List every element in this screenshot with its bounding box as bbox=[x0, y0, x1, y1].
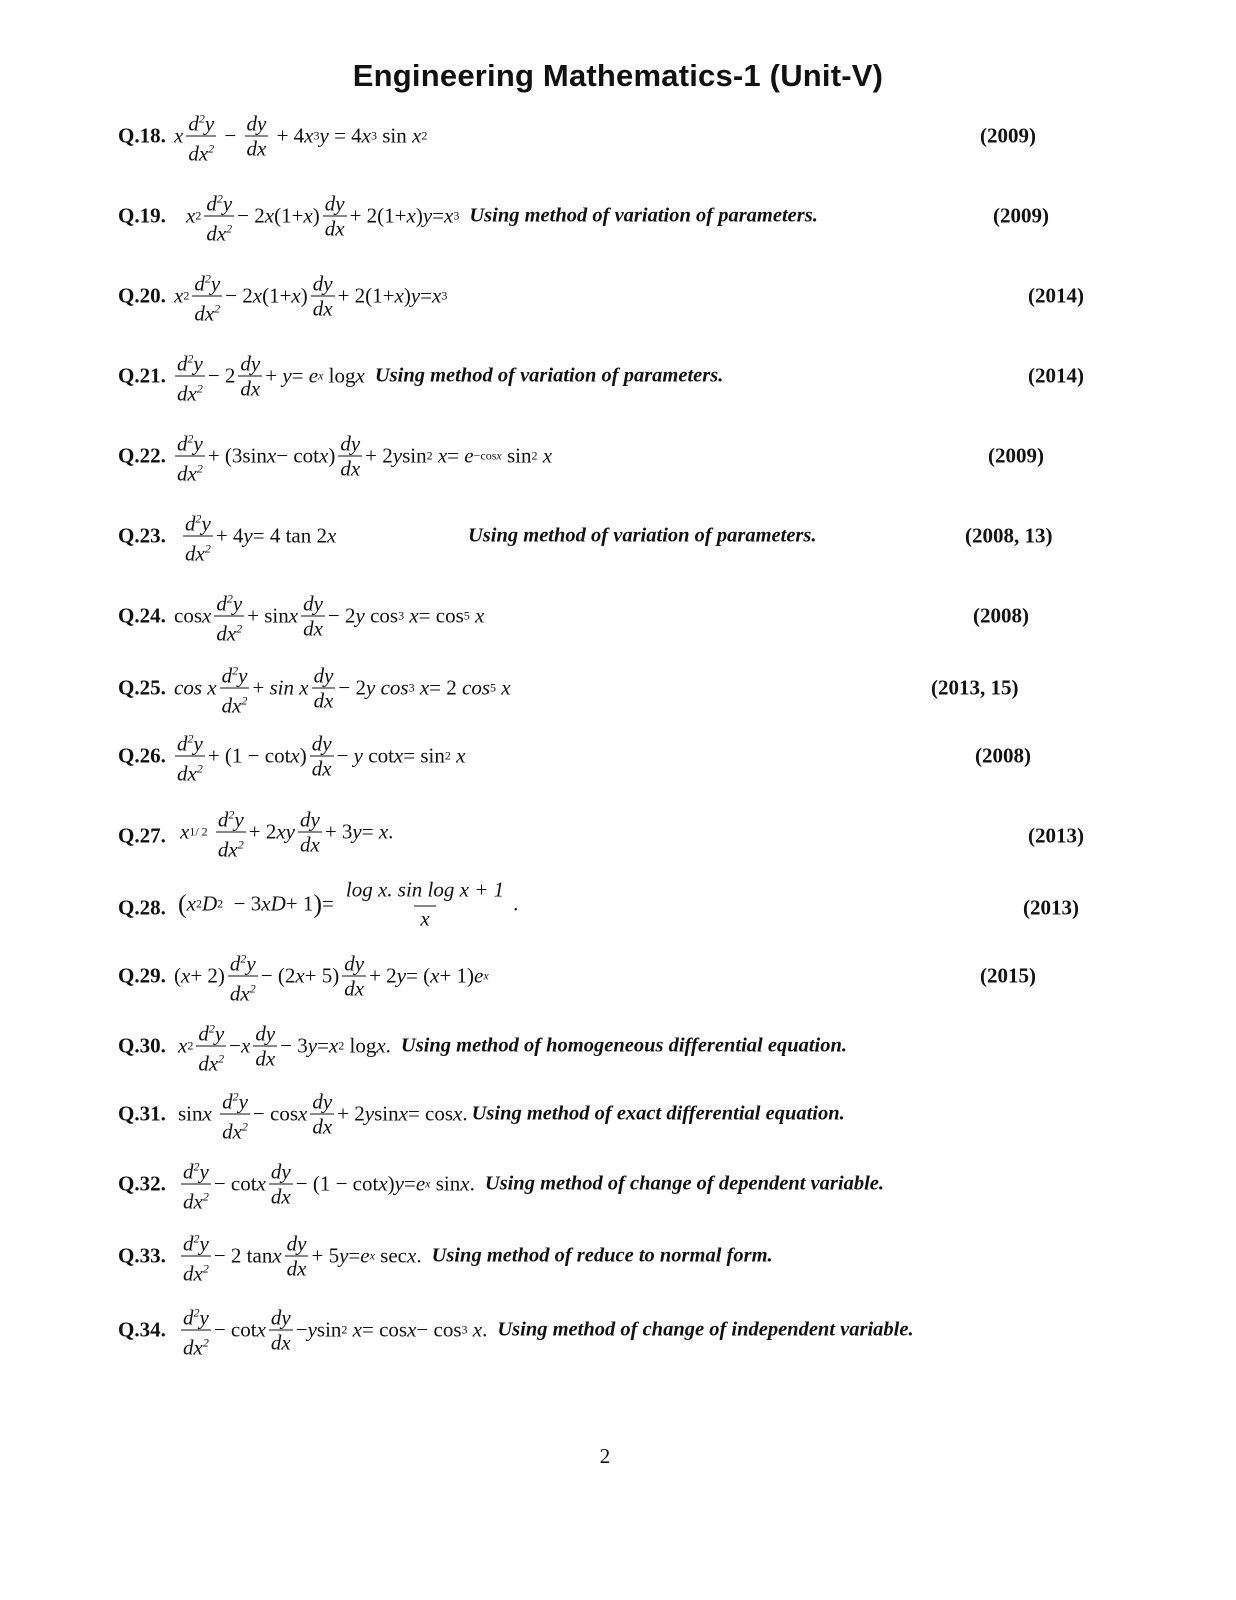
question-label: Q.21. bbox=[118, 363, 166, 388]
year-badge: (2015) bbox=[980, 963, 1036, 988]
question-q18 bbox=[118, 104, 1176, 168]
equation: sin x $\frac{d^2y}{dx^2}$ − cos x $\frac{dy}{dx}$ + 2 y sin x = cos x . Using method of exact differential equation. bbox=[178, 1089, 845, 1144]
question-label: Q.34. bbox=[118, 1317, 166, 1342]
method-note: Using method of homogeneous differential equation. bbox=[400, 1034, 848, 1057]
year-badge: (2014) bbox=[1028, 283, 1084, 308]
equation: x 2 $\frac{d^2y}{dx^2}$ − x $\frac{dy}{dx}$ − 3 y = x 2 log x . Using method of homogeneous differential equation. bbox=[178, 1021, 848, 1076]
equation: $\frac{d^2y}{dx^2}$ − cot x $\frac{dy}{dx}$ − (1 − cot x ) y = e x sin x . Using method of change of dependent variable. bbox=[183, 1159, 884, 1214]
question-q20 bbox=[118, 264, 1176, 328]
method-note: Using method of variation of parameters. bbox=[374, 364, 724, 387]
question-label: Q.19. bbox=[118, 203, 166, 228]
year-badge: (2008) bbox=[973, 603, 1029, 628]
question-q32 bbox=[118, 1152, 1176, 1216]
question-q30 bbox=[118, 1014, 1176, 1078]
question-label: Q.27. bbox=[118, 823, 166, 848]
question-q26 bbox=[118, 724, 1176, 788]
question-label: Q.23. bbox=[118, 523, 166, 548]
year-badge: (2013, 15) bbox=[931, 675, 1019, 700]
equation: x 2 $\frac{d^2y}{dx^2}$ − 2 x (1+ x ) $\frac{dy}{dx}$ + 2(1+ x ) y = x 3 Using method of variation of parameters. bbox=[186, 191, 818, 246]
year-badge: (2009) bbox=[980, 123, 1036, 148]
question-q33 bbox=[118, 1224, 1176, 1288]
year-badge: (2008, 13) bbox=[965, 523, 1053, 548]
question-label: Q.24. bbox=[118, 603, 166, 628]
question-q23 bbox=[118, 504, 1176, 568]
year-badge: (2013) bbox=[1023, 895, 1079, 920]
equation: ( x + 2) $\frac{d^2y}{dx^2}$ − (2 x + 5) $\frac{dy}{dx}$ + 2 y = ( x + 1) e x bbox=[174, 951, 489, 1006]
question-q22 bbox=[118, 424, 1176, 488]
page-title: Engineering Mathematics-1 (Unit-V) bbox=[352, 58, 884, 93]
question-q34 bbox=[118, 1298, 1176, 1362]
equation: $\frac{d^2y}{dx^2}$ + 4 y = 4 tan 2 x bbox=[185, 511, 337, 566]
question-label: Q.20. bbox=[118, 283, 166, 308]
equation: $\frac{d^2y}{dx^2}$ − 2 tan x $\frac{dy}{dx}$ + 5 y = e x sec x . Using method of reduce to normal form. bbox=[183, 1231, 773, 1286]
question-q24 bbox=[118, 584, 1176, 648]
question-q27 bbox=[118, 800, 1176, 864]
year-badge: (2014) bbox=[1028, 363, 1084, 388]
question-label: Q.32. bbox=[118, 1171, 166, 1196]
question-label: Q.26. bbox=[118, 743, 166, 768]
question-label: Q.29. bbox=[118, 963, 166, 988]
equation: ( x 2 D 2 − 3 xD + 1 ) = $\frac{\text{log x. sin log x + 1}}{x}$ . bbox=[178, 877, 519, 931]
question-q31 bbox=[118, 1082, 1176, 1146]
question-label: Q.25. bbox=[118, 675, 166, 700]
equation: cos x $\frac{d^2y}{dx^2}$ + sin x $\frac{dy}{dx}$ − 2 y cos 3 x = 2 cos 5 x bbox=[174, 663, 511, 718]
question-q19 bbox=[118, 184, 1176, 248]
page-number: 2 bbox=[599, 1444, 611, 1468]
year-badge: (2013) bbox=[1028, 823, 1084, 848]
method-note: Using method of variation of parameters. bbox=[468, 524, 817, 547]
equation: $\frac{d^2y}{dx^2}$ + (1 − cot x ) $\frac{dy}{dx}$ − y cot x = sin 2 x bbox=[177, 731, 466, 786]
equation: $\frac{d^2y}{dx^2}$ + (3sin x − cot x ) $\frac{dy}{dx}$ + 2 y sin 2 x = e −cosx sin 2 x bbox=[177, 431, 553, 486]
question-label: Q.22. bbox=[118, 443, 166, 468]
equation: $\frac{d^2y}{dx^2}$ − 2 $\frac{dy}{dx}$ + y = e x log x Using method of variation of parameters. bbox=[177, 351, 724, 406]
equation: x 1/ 2 $\frac{d^2y}{dx^2}$ + 2 xy $\frac{dy}{dx}$ + 3 y = x . bbox=[180, 807, 394, 862]
equation: x 2 $\frac{d^2y}{dx^2}$ − 2 x (1+ x ) $\frac{dy}{dx}$ + 2(1+ x ) y = x 3 bbox=[174, 271, 448, 326]
method-note: Using method of reduce to normal form. bbox=[431, 1244, 773, 1267]
year-badge: (2009) bbox=[988, 443, 1044, 468]
question-q29 bbox=[118, 944, 1176, 1008]
question-q21 bbox=[118, 344, 1176, 408]
equation: cos x $\frac{d^2y}{dx^2}$ + sin x $\frac{dy}{dx}$ − 2 y cos 3 x = cos 5 x bbox=[174, 591, 485, 646]
question-q28 bbox=[118, 872, 1176, 936]
question-q25 bbox=[118, 656, 1176, 720]
question-label: Q.18. bbox=[118, 123, 166, 148]
question-label: Q.33. bbox=[118, 1243, 166, 1268]
year-badge: (2008) bbox=[975, 743, 1031, 768]
method-note: Using method of exact differential equation. bbox=[471, 1102, 845, 1125]
question-label: Q.30. bbox=[118, 1033, 166, 1058]
method-note: Using method of change of independent variable. bbox=[497, 1318, 914, 1341]
question-label: Q.31. bbox=[118, 1101, 166, 1126]
equation: x $\frac{d^2y}{dx^2}$ − $\frac{dy}{dx}$ + 4 x 3 y = 4 x 3 sin x 2 bbox=[174, 111, 428, 166]
method-note: Using method of change of dependent variable. bbox=[484, 1172, 884, 1195]
year-badge: (2009) bbox=[993, 203, 1049, 228]
question-label: Q.28. bbox=[118, 895, 166, 920]
method-note: Using method of variation of parameters. bbox=[469, 204, 818, 227]
equation: $\frac{d^2y}{dx^2}$ − cot x $\frac{dy}{dx}$ − y sin 2 x = cos x − cos 3 x . Using method of change of independent variable. bbox=[183, 1305, 914, 1360]
